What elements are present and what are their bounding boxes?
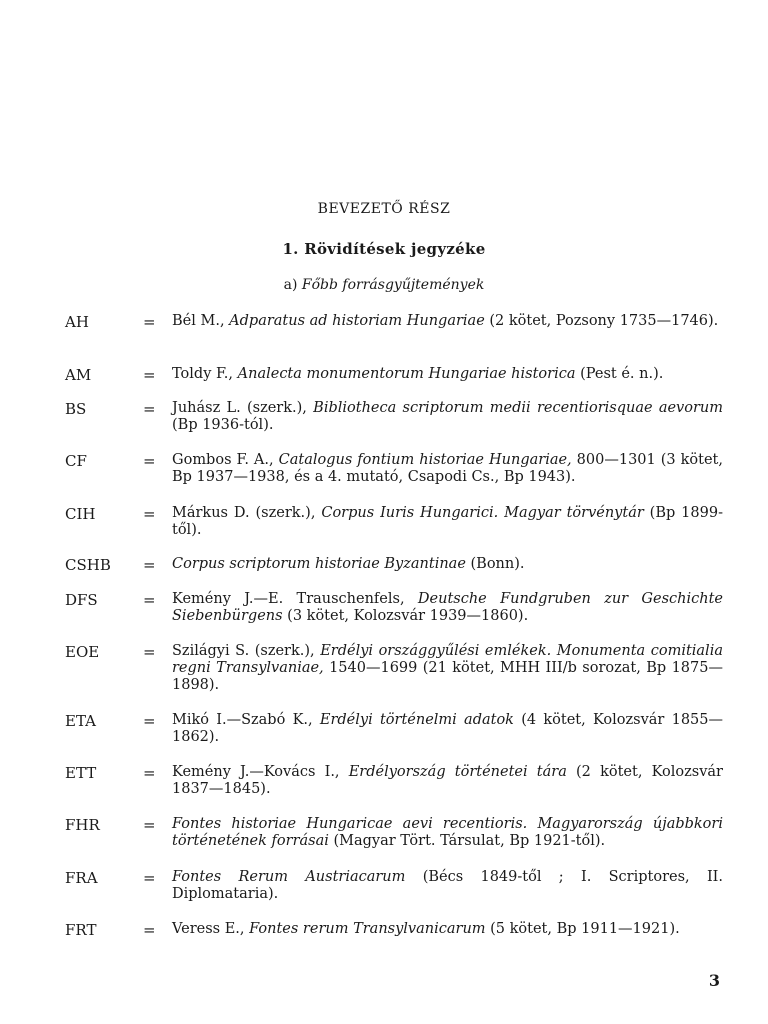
entry-abbreviation: FRT: [65, 921, 97, 939]
entry-description: [172, 400, 723, 434]
entry-abbreviation: CF: [65, 452, 87, 470]
entry-title-text: Erdélyi történelmi adatok: [319, 712, 514, 728]
entry-abbreviation: AH: [65, 313, 89, 331]
entry-title-text: Analecta monumentorum Hungariae historica: [237, 366, 576, 382]
entry-abbreviation: AM: [65, 366, 92, 384]
entry-text: Juhász L. (szerk.),: [172, 400, 314, 416]
entry-text: Kemény J.—E. Trauschenfels,: [172, 591, 418, 607]
entry-equals-sign: =: [143, 712, 156, 730]
entry-equals-sign: =: [143, 591, 156, 609]
entry-title-text: Erdélyország történetei tára: [348, 764, 567, 780]
entry-title-text: Fontes Rerum Austriacarum: [172, 869, 406, 885]
entry-text: (Bonn).: [465, 556, 525, 572]
entry-text: (2 kötet, Pozsony 1735—1746).: [484, 313, 719, 329]
entry-text: Gombos F. A.,: [172, 452, 279, 468]
entry-abbreviation: FRA: [65, 869, 98, 887]
entry-abbreviation: CSHB: [65, 556, 111, 574]
entry-title-text: Catalogus fontium historiae Hungariae,: [278, 452, 572, 468]
entry-equals-sign: =: [143, 313, 156, 331]
entry-description: [172, 366, 723, 383]
entry-description: [172, 452, 723, 486]
entry-abbreviation: BS: [65, 400, 87, 418]
entry-equals-sign: =: [143, 452, 156, 470]
entry-equals-sign: =: [143, 869, 156, 887]
subsection-title: [0, 277, 768, 293]
entry-description: [172, 869, 723, 903]
entry-title-text: Deutsche Fundgruben zur Geschichte Siebenbürgens: [172, 591, 723, 624]
entry-text: (2 kötet, Kolozsvár 1837—1845).: [172, 764, 723, 797]
entry-text: Bél M.,: [172, 313, 230, 329]
entry-abbreviation: EOE: [65, 643, 100, 661]
entry-text: (4 kötet, Kolozsvár 1855—1862).: [172, 712, 724, 745]
entry-abbreviation: ETT: [65, 764, 97, 782]
entry-title-text: Corpus Iuris Hungarici. Magyar törvénytár: [321, 505, 644, 521]
section-title: 1. Rövidítések jegyzéke: [282, 240, 486, 258]
entry-text: Toldy F.,: [172, 366, 238, 382]
entry-title-text: Erdélyi országgyűlési emlékek. Monumenta comitialia regni Transylvaniae,: [172, 643, 723, 676]
subsection-heading: Főbb forrásgyűjtemények: [301, 277, 485, 293]
entry-title-text: Adparatus ad historiam Hungariae: [229, 313, 485, 329]
entry-description: [172, 712, 723, 746]
entry-text: Márkus D. (szerk.),: [172, 505, 322, 521]
entry-text: Mikó I.—Szabó K.,: [172, 712, 320, 728]
part-title: BEVEZETŐ RÉSZ: [317, 201, 451, 217]
entry-text: Kemény J.—Kovács I.,: [172, 764, 349, 780]
entry-equals-sign: =: [143, 643, 156, 661]
entry-description: [172, 505, 723, 539]
entry-description: [172, 816, 723, 850]
entry-text: (5 kötet, Bp 1911—1921).: [485, 921, 680, 937]
entry-text: 1540—1699 (21 kötet, MHH III/b sorozat, Bp 1875—1898).: [172, 660, 723, 693]
entry-equals-sign: =: [143, 505, 156, 523]
entry-abbreviation: DFS: [65, 591, 98, 609]
entry-equals-sign: =: [143, 400, 156, 418]
entry-title-text: Bibliotheca scriptorum medii recentiorisquae aevorum: [313, 400, 723, 416]
entry-title-text: Corpus scriptorum historiae Byzantinae: [172, 556, 466, 572]
entry-text: (3 kötet, Kolozsvár 1939—1860).: [282, 608, 529, 624]
entry-title-text: Fontes rerum Transylvanicarum: [249, 921, 486, 937]
entry-text: (Magyar Tört. Társulat, Bp 1921-től).: [328, 833, 606, 849]
entry-text: (Pest é. n.).: [575, 366, 664, 382]
entry-equals-sign: =: [143, 816, 156, 834]
entry-description: [172, 591, 723, 625]
entry-text: Veress E.,: [172, 921, 250, 937]
entry-description: [172, 643, 723, 694]
page-number: 3: [708, 971, 720, 990]
entry-text: (Bp 1899-től).: [172, 505, 723, 538]
entry-equals-sign: =: [143, 764, 156, 782]
subsection-label: a): [283, 277, 298, 293]
entry-equals-sign: =: [143, 556, 156, 574]
entry-description: [172, 764, 723, 798]
entry-text: (Bp 1936-tól).: [172, 417, 274, 433]
entry-abbreviation: ETA: [65, 712, 96, 730]
entry-abbreviation: CIH: [65, 505, 96, 523]
entry-abbreviation: FHR: [65, 816, 100, 834]
entry-text: Szilágyi S. (szerk.),: [172, 643, 321, 659]
entry-text: 800—1301 (3 kötet, Bp 1937—1938, és a 4. mutató, Csapodi Cs., Bp 1943).: [172, 452, 723, 485]
entry-equals-sign: =: [143, 366, 156, 384]
entry-description: [172, 921, 723, 938]
entry-title-text: Fontes historiae Hungaricae aevi recentioris. Magyarország újabbkori történetének forrásai: [172, 816, 723, 849]
entry-equals-sign: =: [143, 921, 156, 939]
entry-text: (Bécs 1849-től ; I. Scriptores, II. Diplomataria).: [172, 869, 724, 902]
entry-description: [172, 313, 723, 330]
entry-description: [172, 556, 723, 573]
